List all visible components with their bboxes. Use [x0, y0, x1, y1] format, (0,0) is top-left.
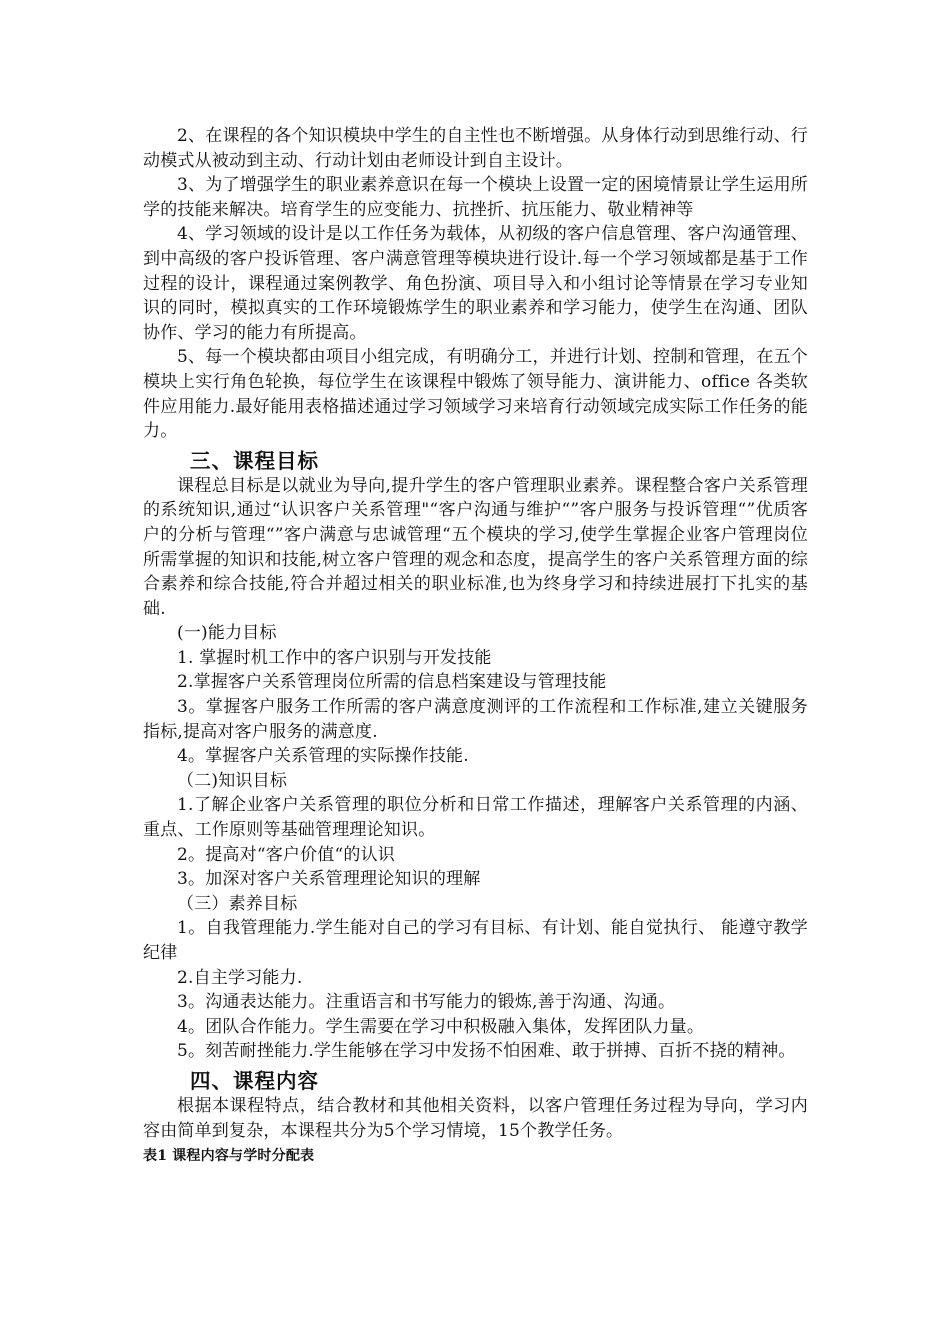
quality-goals-title: （三）素养目标 — [177, 893, 298, 914]
quality-goal-3: 3。沟通表达能力。注重语言和书写能力的锻炼,善于沟通、沟通。 — [177, 992, 676, 1013]
quality-goal-2: 2.自主学习能力. — [177, 967, 303, 988]
quality-goal-5: 5。刻苦耐挫能力.学生能够在学习中发扬不怕困难、敢于拼搏、百折不挠的精神。 — [177, 1041, 796, 1062]
ability-goal-1: 1. 掌握时机工作中的客户识别与开发技能 — [177, 647, 492, 668]
ability-goal-4: 4。掌握客户关系管理的实际操作技能. — [177, 746, 469, 767]
paragraph-item-3: 3、为了增强学生的职业素养意识在每一个模块上设置一定的困境情景让学生运用所学的技能来解决。培育学生的应变能力、抗挫折、抗压能力、敬业精神等 — [143, 175, 808, 220]
knowledge-goals-title: （二)知识目标 — [177, 770, 288, 791]
quality-goal-4: 4。团队合作能力。学生需要在学习中积极融入集体，发挥团队力量。 — [177, 1016, 705, 1037]
section-heading-course-goals: 三、课程目标 — [190, 448, 319, 473]
ability-goals-title: (一)能力目标 — [177, 623, 277, 644]
table-caption: 表1 课程内容与学时分配表 — [143, 1148, 315, 1165]
knowledge-goal-2: 2。提高对“客户价值“的认识 — [177, 844, 395, 865]
course-content-intro: 根据本课程特点，结合教材和其他相关资料，以客户管理任务过程为导向，学习内容由简单到复杂，本课程共分为5个学习情境，15个教学任务。 — [143, 1095, 808, 1141]
ability-goal-3: 3。掌握客户服务工作所需的客户满意度测评的工作流程和工作标准,建立关键服务指标,提高对客户服务的满意度. — [143, 697, 808, 742]
paragraph-item-5: 5、每一个模块都由项目小组完成，有明确分工，并进行计划、控制和管理，在五个模块上实行角色轮换，每位学生在该课程中锻炼了领导能力、演讲能力、office 各类软件应用能力.最好能用表格描述通过学习领域学习来培育行动领域完成实际工作任务的能力。 — [143, 347, 808, 442]
ability-goal-2: 2.掌握客户关系管理岗位所需的信息档案建设与管理技能 — [177, 672, 607, 693]
knowledge-goal-1: 1.了解企业客户关系管理的职位分析和日常工作描述，理解客户关系管理的内涵、重点、工作原则等基础管理理论知识。 — [143, 795, 808, 841]
quality-goal-1: 1。自我管理能力.学生能对自己的学习有目标、有计划、能自觉执行、 能遵守教学纪律 — [143, 918, 808, 963]
knowledge-goal-3: 3。加深对客户关系管理理论知识的理解 — [177, 869, 481, 890]
paragraph-item-2: 2、在课程的各个知识模块中学生的自主性也不断增强。从身体行动到思维行动、行动模式从被动到主动、行动计划由老师设计到自主设计。 — [143, 126, 808, 171]
course-goals-intro: 课程总目标是以就业为导向,提升学生的客户管理职业素养。课程整合客户关系管理的系统知识,通过“认识客户关系管理"“客户沟通与维护“”客户服务与投诉管理“”优质客户的分析与管理“”客户满意与忠诚管理“五个模块的学习,使学生掌握企业客户管理岗位所需掌握的知识和技能,树立客户管理的观念和态度，提高学生的客户关系管理方面的综合素养和综合技能,符合并超过相关的职业标准,也为终身学习和持续进展打下扎实的基础. — [143, 475, 808, 619]
section-heading-course-content: 四、课程内容 — [190, 1068, 319, 1093]
document-body — [143, 124, 808, 1167]
paragraph-item-4: 4、学习领域的设计是以工作任务为载体，从初级的客户信息管理、客户沟通管理、到中高级的客户投诉管理、客户满意管理等模块进行设计.每一个学习领域都是基于工作过程的设计，课程通过案例教学、角色扮演、项目导入和小组讨论等情景在学习专业知识的同时，模拟真实的工作环境锻炼学生的职业素养和学习能力，使学生在沟通、团队协作、学习的能力有所提高。 — [143, 224, 808, 343]
